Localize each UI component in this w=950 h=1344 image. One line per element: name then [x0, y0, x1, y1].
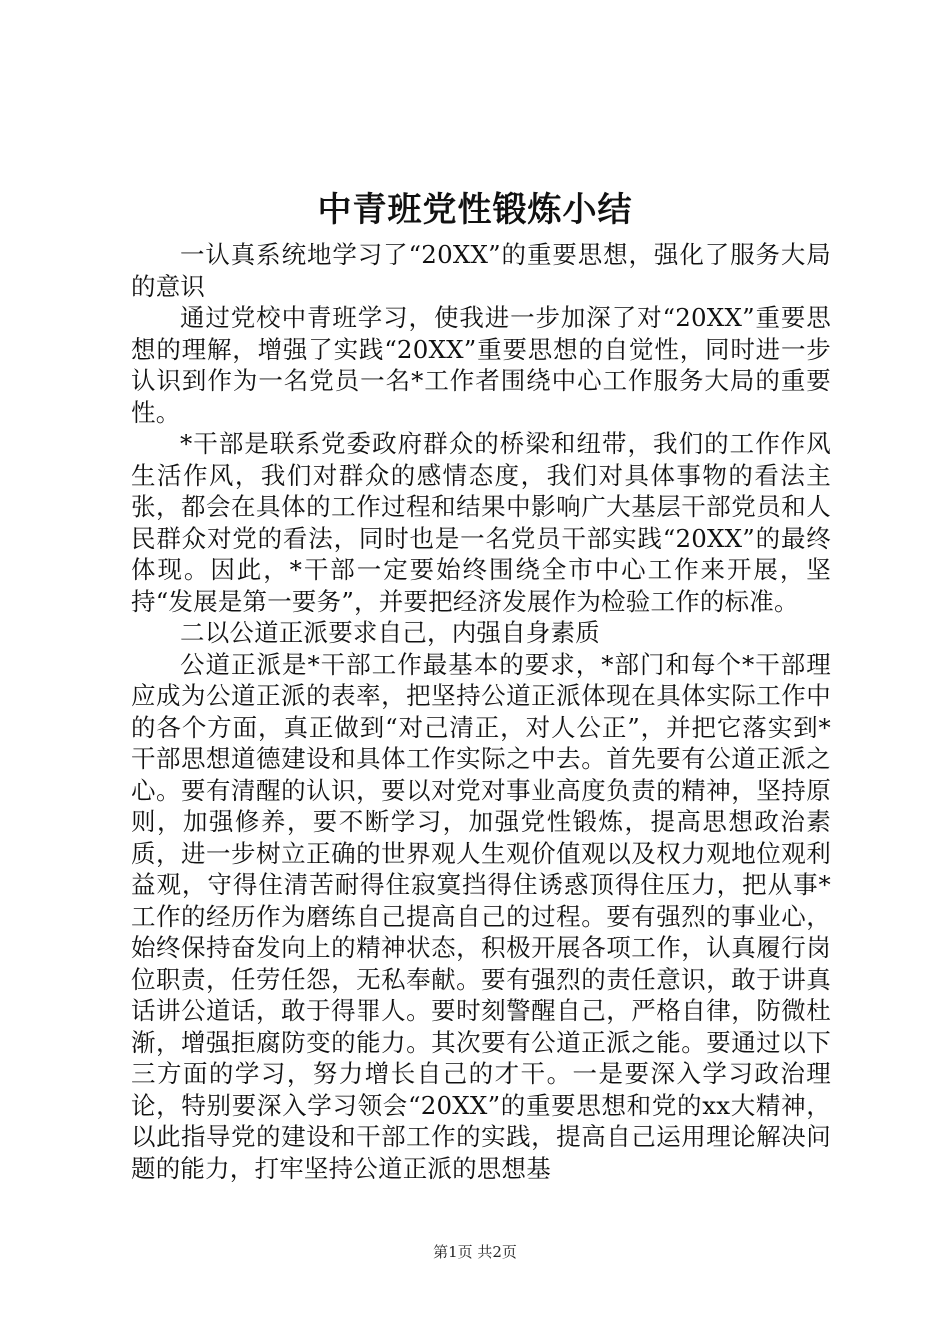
document-title: 中青班党性锻炼小结 — [317, 190, 633, 230]
paragraph-5: 公道正派是*干部工作最基本的要求，*部门和每个*干部理应成为公道正派的表率，把坚持公道正派体现在具体实际工作中的各个方面，真正做到“对己清正，对人公正”，并把它落实到*干部思想道德建设和具体工作实际之中去。首先要有公道正派之心。要有清醒的认识，要以对党对事业高度负责的精神，坚持原则，加强修养，要不断学习，加强党性锻炼，提高思想政治素质，进一步树立正确的世界观人生观价值观以及权力观地位观利益观，守得住清苦耐得住寂寞挡得住诱惑顶得住压力，把从事*工作的经历作为磨练自己提高自己的过程。要有强烈的事业心，始终保持奋发向上的精神状态，积极开展各项工作，认真履行岗位职责，任劳任怨，无私奉献。要有强烈的责任意识，敢于讲真话讲公道话，敢于得罪人。要时刻警醒自己，严格自律，防微杜渐，增强拒腐防变的能力。其次要有公道正派之能。要通过以下三方面的学习，努力增长自己的才干。一是要深入学习政治理论，特别要深入学习领会“20XX”的重要思想和党的xx大精神，以此指导党的建设和干部工作的实践，提高自己运用理论解决问题的能力，打牢坚持公道正派的思想基 — [131, 649, 831, 1183]
paragraph-2: 通过党校中青班学习，使我进一步加深了对“20XX”重要思想的理解，增强了实践“20XX”重要思想的自觉性，同时进一步认识到作为一名党员一名*工作者围绕中心工作服务大局的重要性。 — [131, 303, 831, 427]
paragraph-3: *干部是联系党委政府群众的桥梁和纽带，我们的工作作风生活作风，我们对群众的感情态度，我们对具体事物的看法主张，都会在具体的工作过程和结果中影响广大基层干部党员和人民群众对党的看法，同时也是一名党员干部实践“20XX”的最终体现。因此，*干部一定要始终围绕全市中心工作来开展，坚持“发展是第一要务”，并要把经济发展作为检验工作的标准。 — [131, 429, 831, 616]
paragraph-1: 一认真系统地学习了“20XX”的重要思想，强化了服务大局的意识 — [131, 240, 831, 301]
paragraph-4: 二以公道正派要求自己，内强自身素质 — [180, 618, 600, 647]
page-footer: 第1页 共2页 — [433, 1243, 517, 1261]
document-body — [131, 239, 831, 1184]
